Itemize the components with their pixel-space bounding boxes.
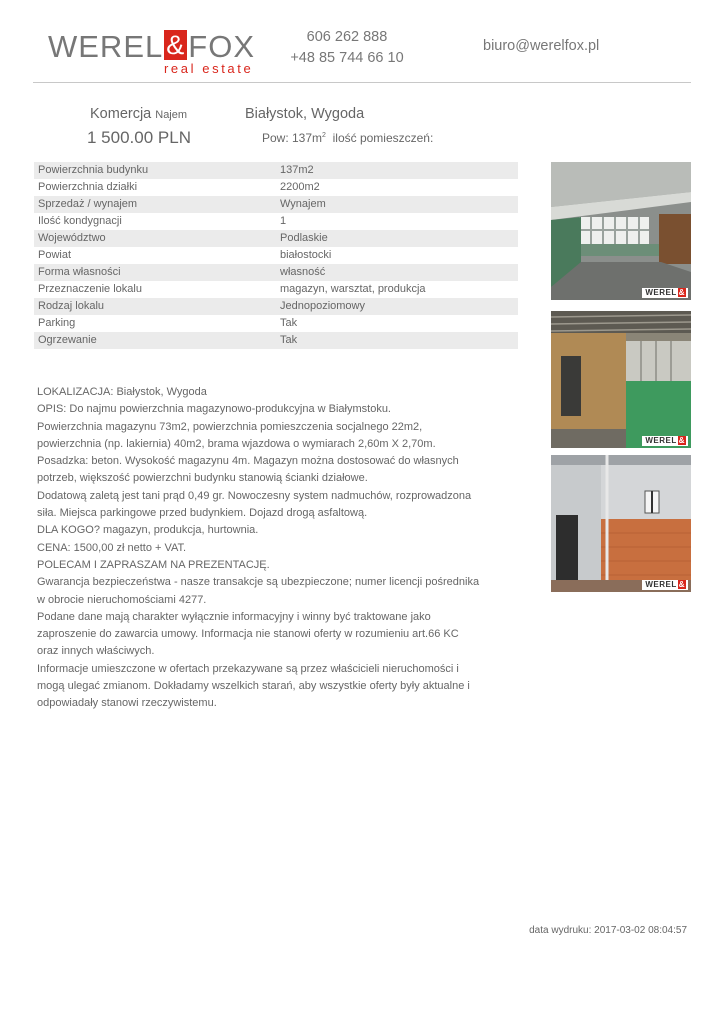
property-value: 2200m2	[280, 181, 320, 193]
property-value: Jednopoziomowy	[280, 298, 518, 315]
property-row	[34, 179, 518, 196]
description-line: zaproszenie do zawarcia umowy. Informacja nie stanowi oferty w rozumieniu art.66 KC	[37, 628, 459, 641]
property-row	[34, 315, 518, 332]
description-line: Powierzchnia magazynu 73m2, powierzchnia pomieszczenia socjalnego 22m2,	[37, 420, 423, 433]
description-line: oraz innych właściwych.	[37, 645, 155, 658]
listing-location: Białystok, Wygoda	[245, 106, 365, 122]
print-date: data wydruku: 2017-03-02 08:04:57	[529, 925, 687, 936]
watermark-text: WEREL	[645, 288, 677, 297]
property-value: magazyn, warsztat, produkcja	[280, 283, 426, 295]
property-key: Powierzchnia budynku	[34, 162, 280, 179]
watermark-text: WEREL	[645, 436, 677, 445]
property-key: Przeznaczenie lokalu	[38, 283, 142, 295]
logo-tagline: real estate	[164, 61, 254, 76]
photo-image	[551, 455, 691, 592]
property-value: własność	[280, 264, 518, 281]
property-key: Województwo	[34, 230, 280, 247]
listing-area	[262, 131, 433, 145]
property-row	[34, 281, 518, 298]
property-key: Sprzedaż / wynajem	[34, 196, 280, 213]
area-unit-superscript: 2	[322, 132, 326, 139]
description-line: mogą ulegać zmianom. Dokładamy wszelkich starań, aby wszystkie oferty były aktualne i	[37, 680, 470, 693]
property-row	[34, 247, 518, 264]
description-line: Informacje umieszczone w ofertach przekazywane są przez właścicieli nieruchomości i	[37, 662, 459, 675]
description-line: CENA: 1500,00 zł netto + VAT.	[37, 541, 187, 554]
property-value: białostocki	[280, 249, 332, 261]
listing-description	[37, 384, 487, 713]
listing-category	[90, 106, 187, 122]
property-key: Ogrzewanie	[34, 332, 280, 349]
property-row	[34, 213, 518, 230]
photo-warehouse-hall[interactable]	[551, 162, 691, 300]
photo-image	[551, 162, 691, 300]
phone-mobile[interactable]: 606 262 888	[306, 29, 388, 45]
property-value: Tak	[280, 317, 298, 329]
logo-ampersand: &	[166, 30, 186, 60]
listing-price: 1 500.00 PLN	[87, 128, 191, 147]
property-key: Ilość kondygnacji	[38, 215, 122, 227]
watermark-mark: &	[678, 436, 685, 445]
logo-wordmark	[48, 30, 255, 64]
property-row	[34, 162, 518, 179]
photo-watermark	[642, 436, 688, 446]
rooms-label: ilość pomieszczeń:	[332, 131, 434, 145]
description-line: Gwarancja bezpieczeństwa - nasze transakcje są ubezpieczone; numer licencji pośrednika	[37, 576, 480, 589]
header-divider	[33, 82, 691, 83]
description-line: Posadzka: beton. Wysokość magazynu 4m. Magazyn można dostosować do własnych	[37, 455, 459, 468]
photo-warehouse-room[interactable]	[551, 455, 691, 592]
photo-image	[551, 311, 691, 448]
description-line: powierzchnia (np. lakiernia) 40m2, brama wjazdowa o wymiarach 2,60m X 2,70m.	[37, 437, 436, 450]
description-line: odpowiadały stanowi rzeczywistemu.	[37, 697, 217, 710]
photo-watermark	[642, 288, 688, 298]
description-line: Dodatową zaletą jest tani prąd 0,49 gr. Nowoczesny system nadmuchów, rozprowadzona	[37, 489, 472, 502]
phone-landline[interactable]: +48 85 744 66 10	[290, 50, 404, 66]
property-value: Wynajem	[280, 196, 518, 213]
contact-email[interactable]: biuro@werelfox.pl	[483, 38, 600, 54]
property-value: Podlaskie	[280, 230, 518, 247]
logo-part1: WEREL	[48, 29, 164, 64]
description-line: POLECAM I ZAPRASZAM NA PREZENTACJĘ.	[37, 558, 270, 571]
transaction-type: Najem	[155, 109, 188, 121]
photo-watermark	[642, 580, 688, 590]
description-line: Podane dane mają charakter wyłącznie informacyjny i winny być traktowane jako	[37, 610, 431, 623]
property-key: Rodzaj lokalu	[34, 298, 280, 315]
watermark-text: WEREL	[645, 580, 677, 589]
description-line: LOKALIZACJA: Białystok, Wygoda	[37, 386, 207, 398]
description-line: OPIS: Do najmu powierzchnia magazynowo-produkcyjna w Białymstoku.	[37, 403, 391, 416]
description-line: w obrocie nieruchomościami 4277.	[37, 593, 207, 606]
property-key: Powierzchnia działki	[38, 181, 138, 193]
description-line: siła. Miejsca parkingowe przed budynkiem. Dojazd drogą asfaltową.	[37, 507, 368, 520]
company-logo	[48, 29, 255, 76]
property-key: Forma własności	[34, 264, 280, 281]
property-key: Parking	[38, 317, 76, 329]
property-row	[34, 196, 518, 213]
photo-warehouse-wall[interactable]	[551, 311, 691, 448]
property-value: 1	[280, 215, 287, 227]
logo-part2: FOX	[188, 29, 255, 64]
properties-table	[34, 162, 518, 349]
description-line: potrzeb, większość powierzchni budynku stanowią ścianki działowe.	[37, 472, 368, 485]
watermark-mark: &	[678, 580, 685, 589]
area-value: Pow: 137m	[262, 131, 323, 145]
description-line: DLA KOGO? magazyn, produkcja, hurtownia.	[37, 524, 259, 537]
property-value: Tak	[280, 332, 518, 349]
watermark-mark: &	[678, 288, 685, 297]
property-row	[34, 298, 518, 315]
contact-phones	[288, 27, 406, 69]
property-key: Powiat	[38, 249, 72, 261]
category-label: Komercja	[90, 106, 152, 122]
property-row	[34, 332, 518, 349]
property-value: 137m2	[280, 162, 518, 179]
property-row	[34, 264, 518, 281]
property-row	[34, 230, 518, 247]
